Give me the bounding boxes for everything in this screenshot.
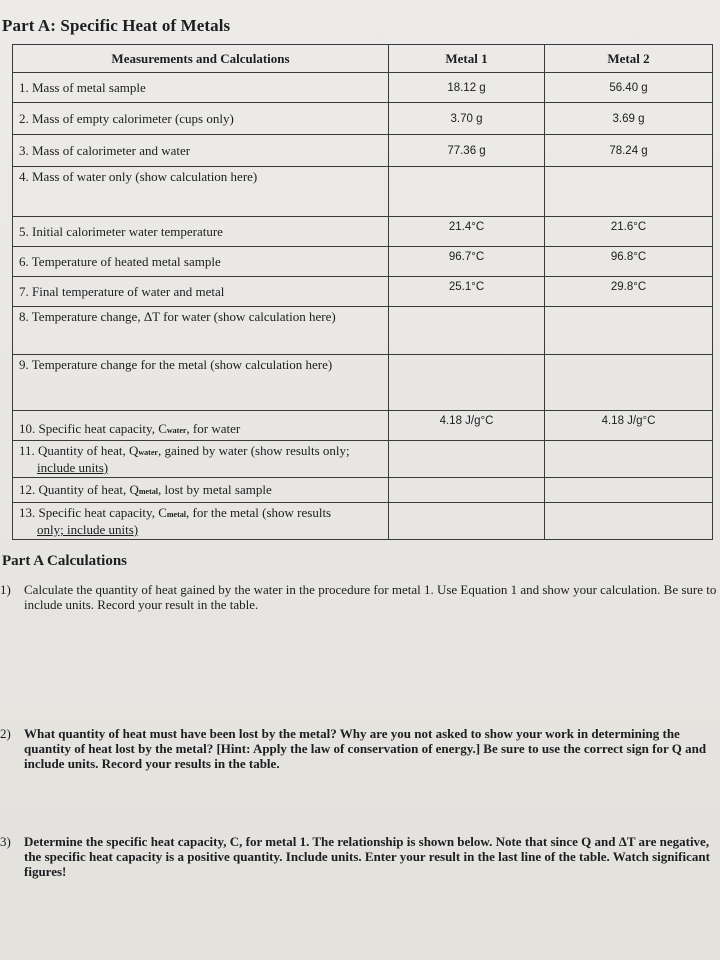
- table-header-row: [13, 45, 713, 73]
- row-label: 12. Quantity of heat, Qmetal, lost by metal sample: [13, 478, 389, 503]
- metal-2-value[interactable]: 96.8°C: [545, 247, 713, 277]
- metal-2-value[interactable]: 56.40 g: [545, 73, 713, 103]
- metal-1-value[interactable]: [389, 355, 545, 411]
- metal-2-value[interactable]: [545, 307, 713, 355]
- header-measurements: Measurements and Calculations: [13, 45, 389, 73]
- question-number: 2): [0, 726, 11, 741]
- row-label: 7. Final temperature of water and metal: [13, 277, 389, 307]
- metal-2-value[interactable]: [545, 478, 713, 503]
- row-label: 9. Temperature change for the metal (show calculation here): [13, 355, 389, 411]
- metal-2-value[interactable]: [545, 355, 713, 411]
- metal-2-value[interactable]: [545, 167, 713, 217]
- metal-2-value[interactable]: 3.69 g: [545, 103, 713, 135]
- page-title: Part A: Specific Heat of Metals: [2, 16, 231, 35]
- row-label: 10. Specific heat capacity, Cwater, for water: [13, 411, 389, 441]
- row-label: 3. Mass of calorimeter and water: [13, 135, 389, 167]
- metal-1-value[interactable]: [389, 478, 545, 503]
- table-row: [13, 135, 713, 167]
- data-table: [12, 44, 713, 540]
- table-row: [13, 73, 713, 103]
- row-label: 11. Quantity of heat, Qwater, gained by water (show results only; include units): [13, 441, 389, 478]
- metal-1-value[interactable]: 21.4°C: [389, 217, 545, 247]
- table-row: [13, 355, 713, 411]
- metal-1-value[interactable]: 25.1°C: [389, 277, 545, 307]
- table-row: [13, 441, 713, 478]
- table-row: [13, 411, 713, 441]
- metal-2-value[interactable]: 4.18 J/g°C: [545, 411, 713, 441]
- metal-1-value[interactable]: [389, 167, 545, 217]
- row-label: 2. Mass of empty calorimeter (cups only): [13, 103, 389, 135]
- metal-1-value[interactable]: [389, 441, 545, 478]
- row-label: 6. Temperature of heated metal sample: [13, 247, 389, 277]
- metal-1-value[interactable]: 4.18 J/g°C: [389, 411, 545, 441]
- metal-2-value[interactable]: 21.6°C: [545, 217, 713, 247]
- metal-2-value[interactable]: 29.8°C: [545, 277, 713, 307]
- question-text: Determine the specific heat capacity, C, for metal 1. The relationship is shown below. Note that since Q and ΔT are negative, the specific heat capacity is a positive quantity. Include units. Enter your result in the last line of the table. Watch significant figures!: [24, 834, 710, 879]
- metal-2-value[interactable]: 78.24 g: [545, 135, 713, 167]
- table-row: [13, 103, 713, 135]
- row-label: 1. Mass of metal sample: [13, 73, 389, 103]
- metal-1-value[interactable]: 18.12 g: [389, 73, 545, 103]
- table-row: [13, 503, 713, 540]
- table-row: [13, 167, 713, 217]
- table-row: [13, 478, 713, 503]
- metal-2-value[interactable]: [545, 441, 713, 478]
- table-row: [13, 217, 713, 247]
- header-metal-2: Metal 2: [545, 45, 713, 73]
- question-text: What quantity of heat must have been lost by the metal? Why are you not asked to show your work in determining the quantity of heat lost by the metal? [Hint: Apply the law of conservation of energy.] Be sure to use the correct sign for Q and include units. Record your results in the table.: [24, 726, 707, 771]
- header-metal-1: Metal 1: [389, 45, 545, 73]
- row-label: 4. Mass of water only (show calculation here): [13, 167, 389, 217]
- table-row: [13, 277, 713, 307]
- calculations-heading: Part A Calculations: [2, 553, 128, 569]
- metal-1-value[interactable]: [389, 307, 545, 355]
- question-number: 3): [0, 834, 11, 849]
- metal-1-value[interactable]: [389, 503, 545, 540]
- table-row: [13, 307, 713, 355]
- row-label: 13. Specific heat capacity, Cmetal, for the metal (show results only; include units): [13, 503, 389, 540]
- row-label: 5. Initial calorimeter water temperature: [13, 217, 389, 247]
- row-label: 8. Temperature change, ΔT for water (show calculation here): [13, 307, 389, 355]
- question-text: Calculate the quantity of heat gained by the water in the procedure for metal 1. Use Equation 1 and show your calculation. Be sure to include units. Record your result in the table.: [24, 582, 717, 612]
- metal-1-value[interactable]: 96.7°C: [389, 247, 545, 277]
- table-row: [13, 247, 713, 277]
- metal-1-value[interactable]: 77.36 g: [389, 135, 545, 167]
- metal-1-value[interactable]: 3.70 g: [389, 103, 545, 135]
- question-number: 1): [0, 582, 11, 597]
- metal-2-value[interactable]: [545, 503, 713, 540]
